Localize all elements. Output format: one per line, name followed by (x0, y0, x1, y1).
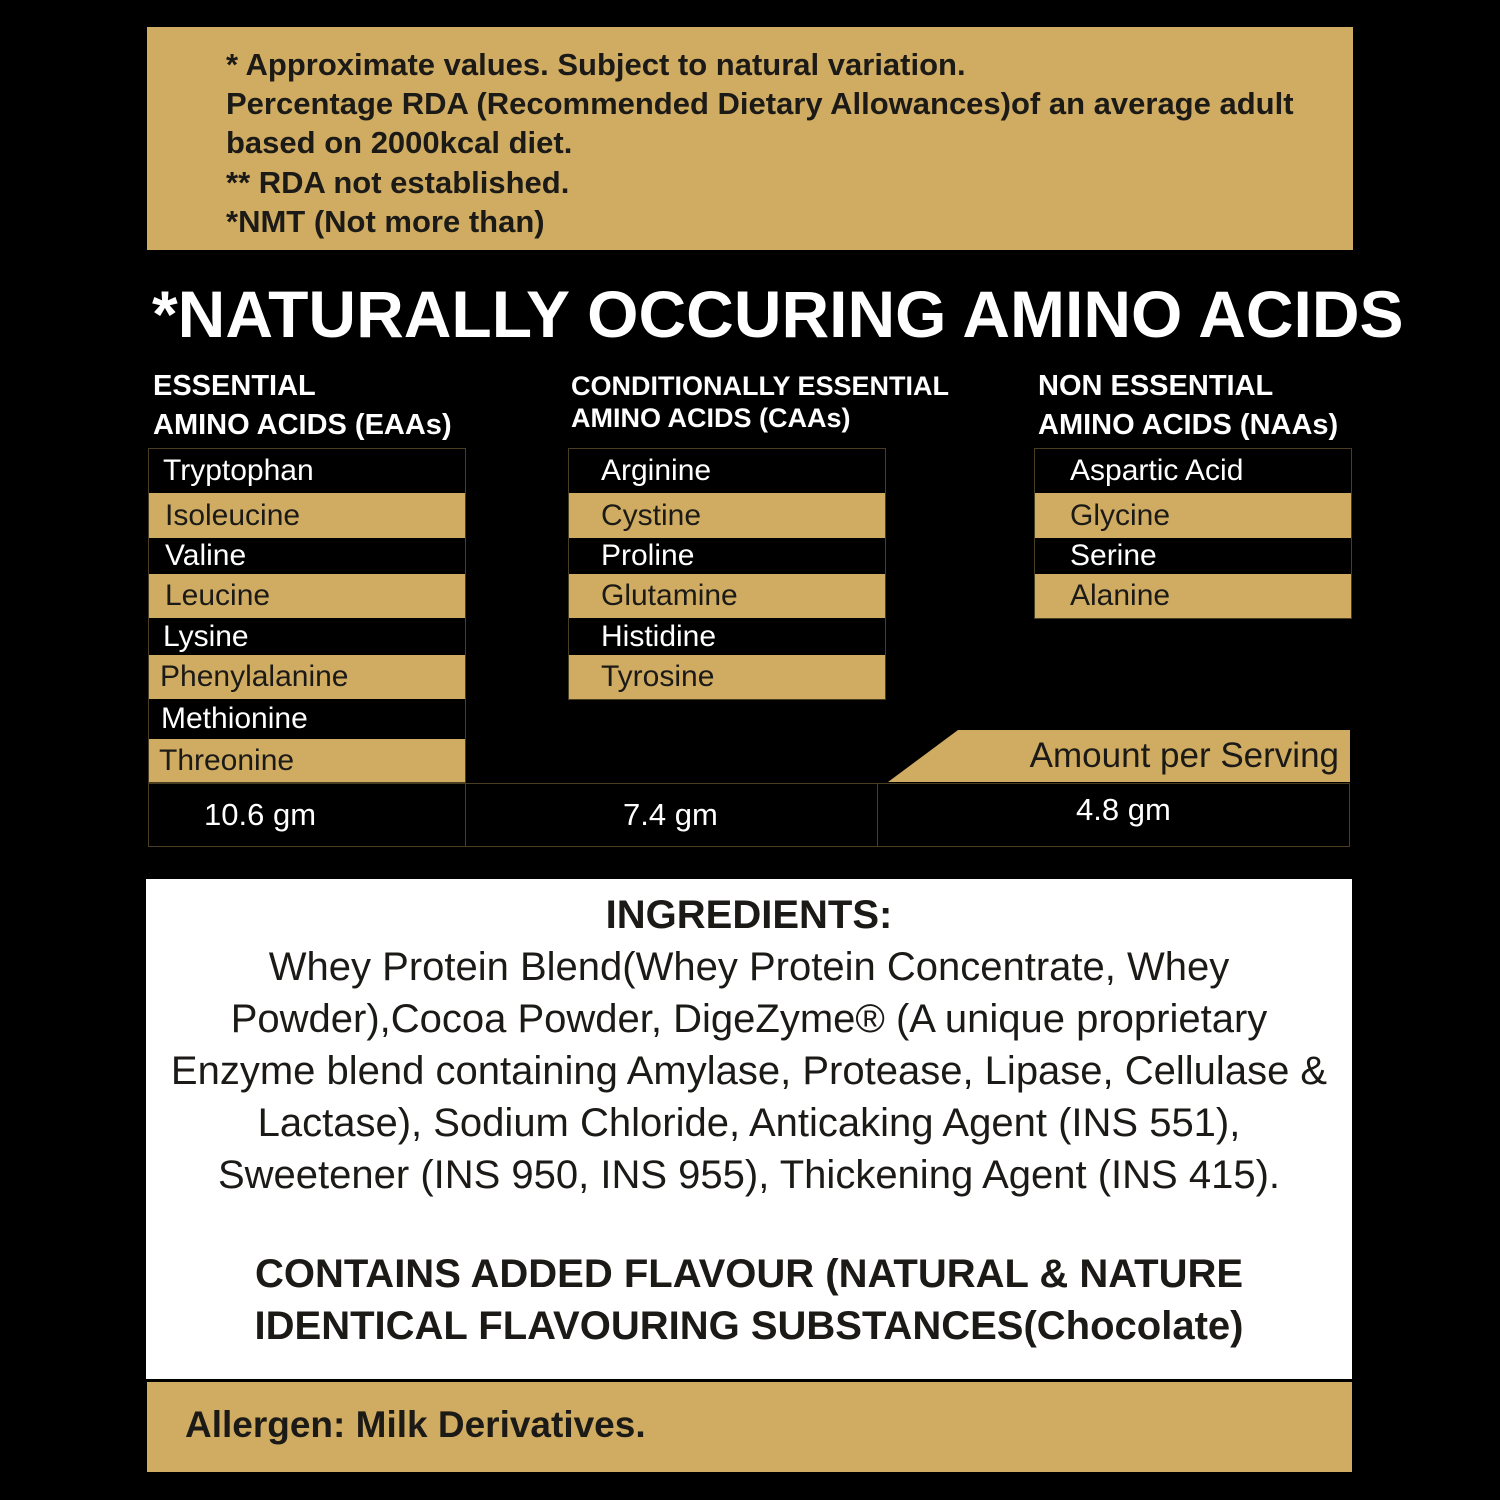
list-item: Phenylalanine (149, 655, 465, 699)
eaa-heading-line-1: ESSENTIAL (153, 370, 316, 402)
naa-heading-2 (1038, 399, 1338, 451)
eaa-heading-line-2: AMINO ACIDS (EAAs) (153, 409, 452, 441)
caa-amount: 7.4 gm (623, 797, 718, 832)
list-item: Serine (1035, 538, 1351, 574)
list-item: Cystine (569, 493, 885, 538)
naa-heading-line-2: AMINO ACIDS (NAAs) (1038, 409, 1339, 441)
list-item: Proline (569, 538, 885, 574)
list-item: Threonine (149, 739, 465, 782)
flavour-statement: CONTAINS ADDED FLAVOUR (NATURAL & NATURE IDENTICAL FLAVOURING SUBSTANCES(Chocolate) (254, 1252, 1244, 1348)
caa-heading-line-2: AMINO ACIDS (CAAs) (571, 403, 851, 433)
note-line: Percentage RDA (Recommended Dietary Allowances)of an average adult (226, 86, 1294, 121)
list-item: Valine (149, 538, 465, 574)
caa-list (568, 448, 886, 700)
allergen-panel (147, 1382, 1352, 1472)
list-item: Leucine (149, 574, 465, 618)
caa-heading (571, 370, 949, 434)
ingredients-title: INGREDIENTS: (605, 893, 893, 937)
notes-panel (147, 27, 1353, 250)
caa-heading-line-1: CONDITIONALLY ESSENTIAL (571, 371, 950, 401)
list-item: Tyrosine (569, 655, 885, 699)
allergen-text: Allergen: Milk Derivatives. (185, 1404, 646, 1445)
amino-acids-title: *NATURALLY OCCURING AMINO ACIDS (152, 277, 1404, 351)
eaa-amount-cell (148, 783, 466, 847)
caa-amount-cell (465, 783, 878, 847)
list-item: Isoleucine (149, 493, 465, 538)
list-item: Glutamine (569, 574, 885, 618)
eaa-amount: 10.6 gm (204, 797, 317, 832)
list-item: Arginine (569, 449, 885, 493)
list-item: Tryptophan (149, 449, 465, 493)
eaa-list (148, 448, 466, 783)
list-item: Aspartic Acid (1035, 449, 1351, 493)
naa-amount-cell (877, 783, 1350, 847)
list-item: Methionine (149, 699, 465, 739)
naa-amount: 4.8 gm (1076, 792, 1171, 828)
list-item: Glycine (1035, 493, 1351, 538)
note-line: ** RDA not established. (226, 165, 570, 200)
ingredients-text: Whey Protein Blend(Whey Protein Concentrate, Whey Powder),Cocoa Powder, DigeZyme® (A unique proprietary Enzyme blend containing Amylase, Protease, Lipase, Cellulase & Lactase), Sodium Chloride, Anticaking Agent (INS 551), Sweetener (INS 950, INS 955), Thickening Agent (INS 415). (170, 945, 1328, 1197)
ingredients-panel (146, 879, 1352, 1379)
naa-list (1034, 448, 1352, 619)
note-line: based on 2000kcal diet. (226, 125, 573, 160)
list-item: Lysine (149, 618, 465, 655)
note-line: * Approximate values. Subject to natural variation. (226, 47, 966, 82)
naa-heading-line-1: NON ESSENTIAL (1038, 370, 1274, 402)
eaa-heading-2 (153, 399, 452, 451)
list-item: Histidine (569, 618, 885, 655)
list-item: Alanine (1035, 574, 1351, 618)
note-line: *NMT (Not more than) (226, 204, 545, 239)
amount-per-serving-label: Amount per Serving (1029, 736, 1339, 775)
